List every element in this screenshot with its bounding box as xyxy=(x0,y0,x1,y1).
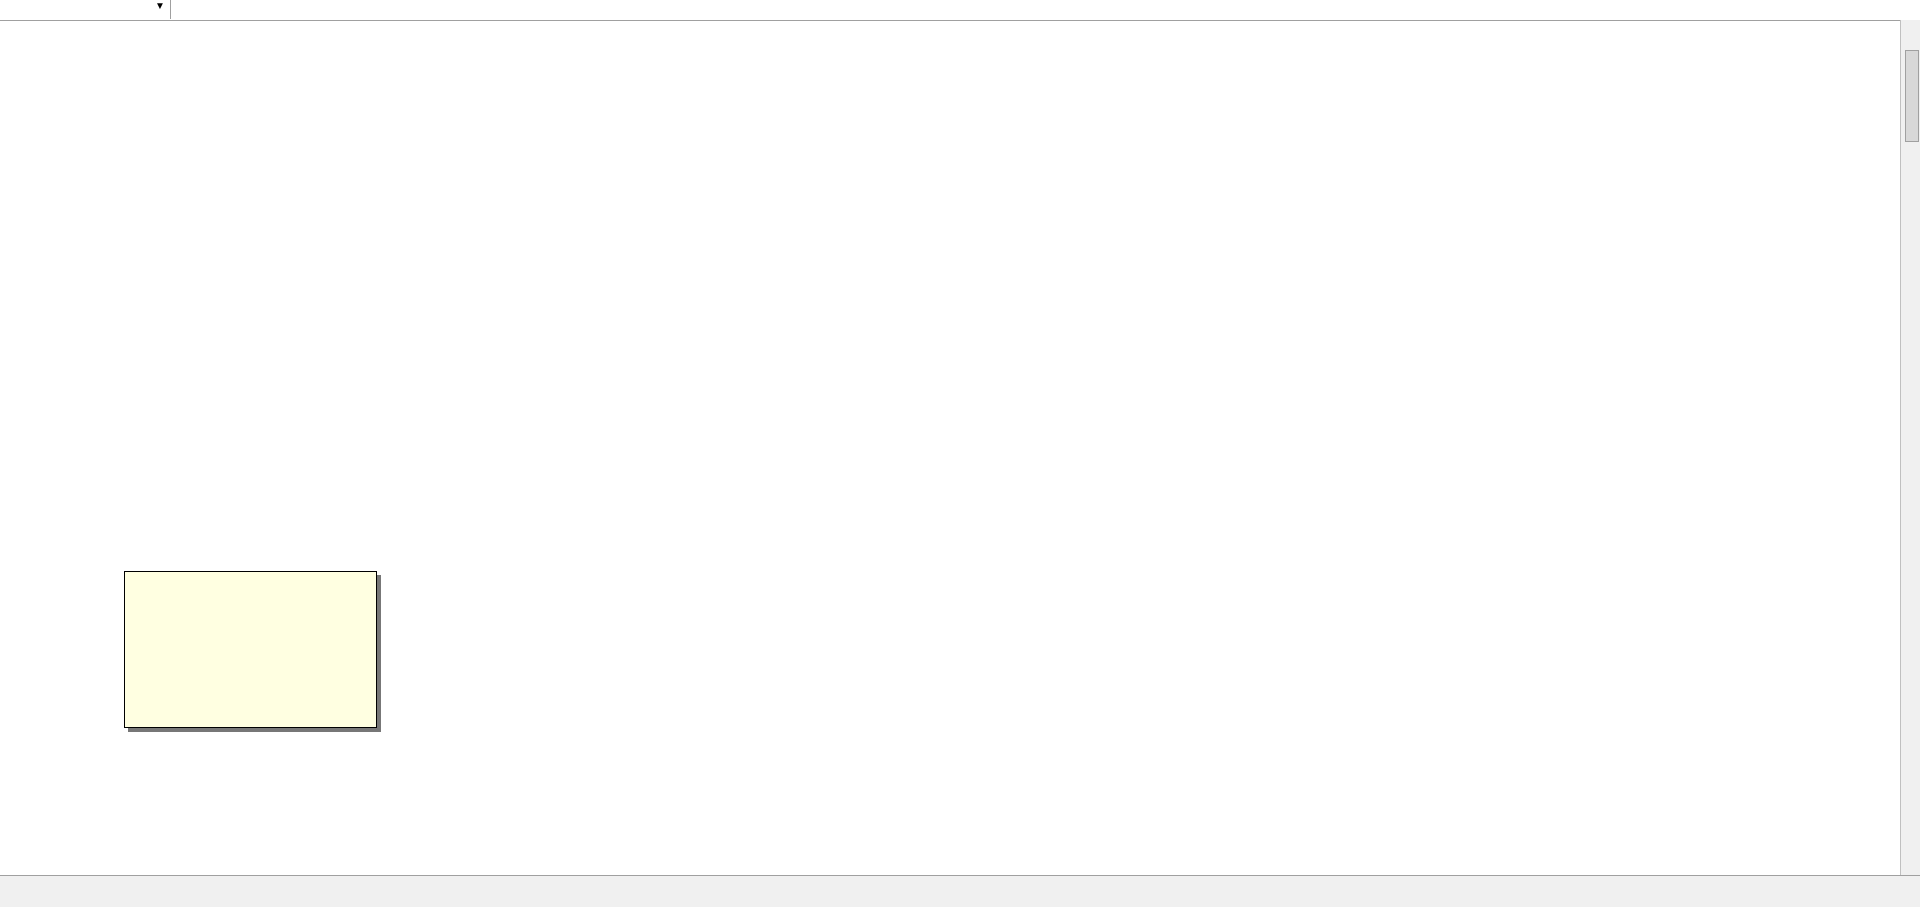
name-box[interactable] xyxy=(0,0,171,19)
scroll-thumb[interactable] xyxy=(1905,50,1919,142)
sheet-tab-bar xyxy=(0,875,1920,907)
formula-bar xyxy=(0,0,1920,21)
vertical-scrollbar[interactable] xyxy=(1900,20,1920,875)
chevron-down-icon[interactable]: ▼ xyxy=(155,1,165,12)
cell-comment xyxy=(124,571,377,728)
